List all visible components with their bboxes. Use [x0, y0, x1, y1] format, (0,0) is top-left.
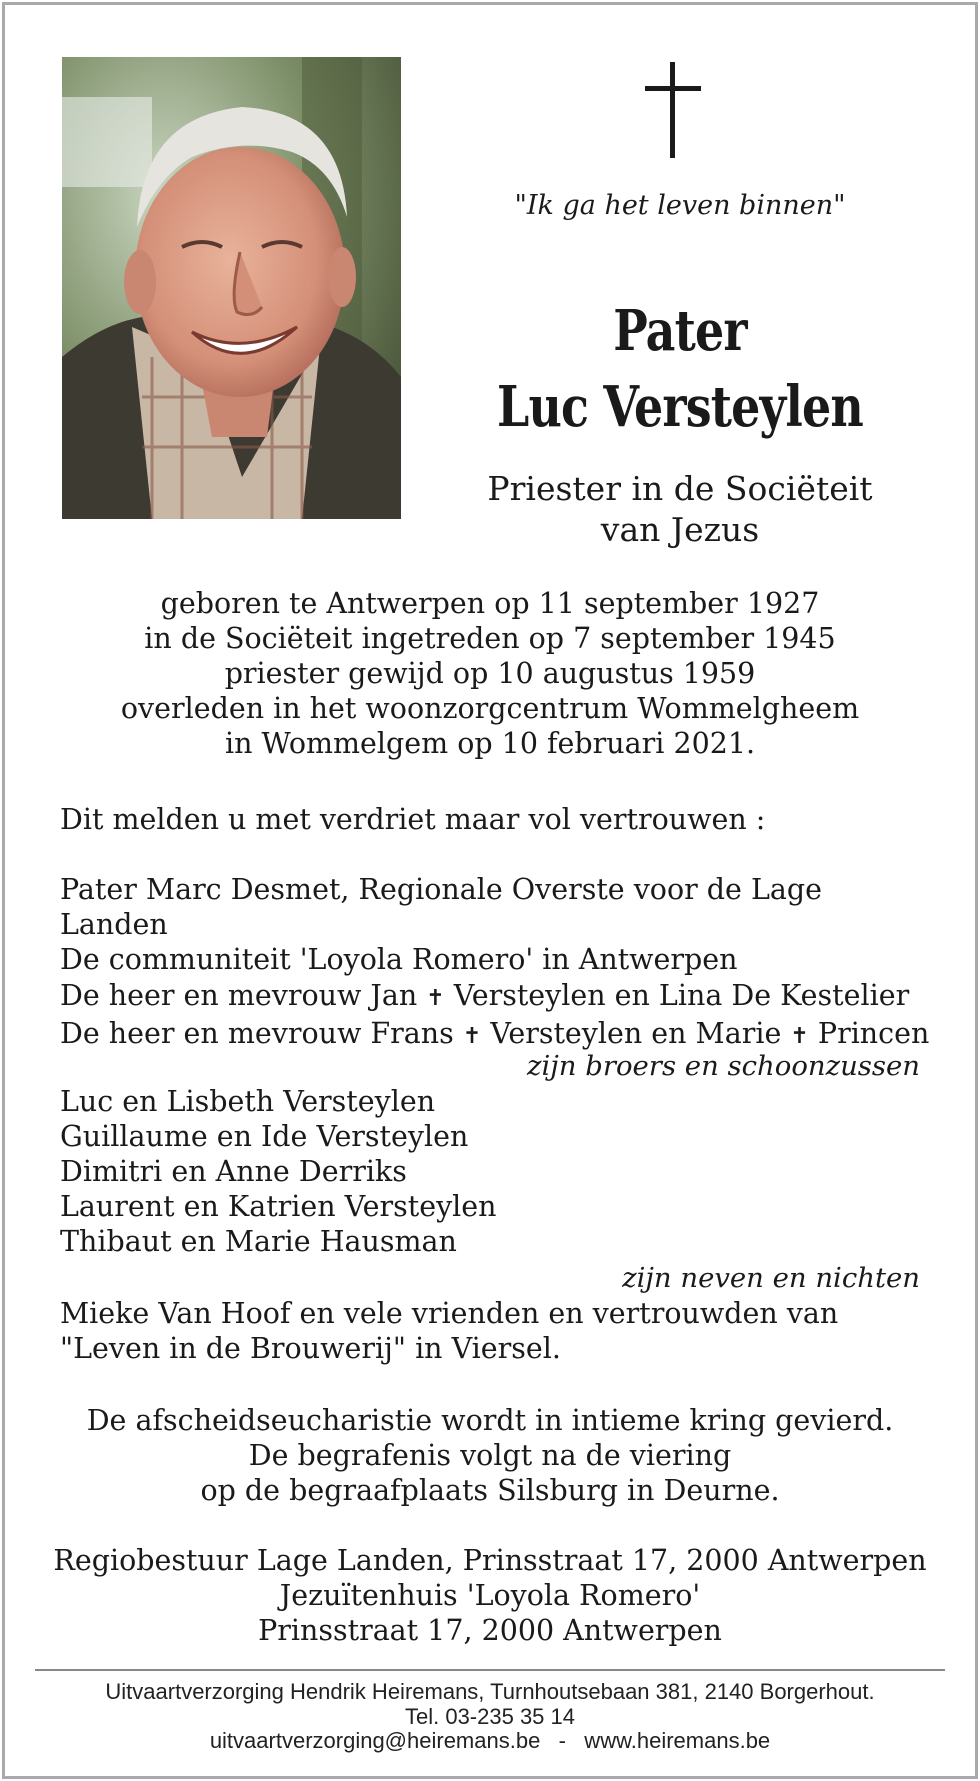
friends: [60, 1296, 930, 1366]
bio-line: geboren te Antwerpen op 11 september 1927: [160, 587, 820, 620]
addresses: [30, 1543, 950, 1648]
portrait-photo: [62, 57, 401, 519]
title-line-1: Pater: [613, 298, 747, 364]
nephew-line: Thibaut en Marie Hausman: [60, 1225, 457, 1258]
address-line: Jezuïtenhuis 'Loyola Romero': [279, 1579, 701, 1612]
nephews: [60, 1084, 930, 1259]
address-line: Prinsstraat 17, 2000 Antwerpen: [258, 1614, 722, 1647]
bio-line: in Wommelgem op 10 februari 2021.: [224, 727, 756, 760]
ceremony-line: op de begraafplaats Silsburg in Deurne.: [200, 1474, 780, 1507]
bio-line: in de Sociëteit ingetreden op 7 september 1945: [144, 622, 836, 655]
address-line: Regiobestuur Lage Landen, Prinsstraat 17, 2000 Antwerpen: [53, 1544, 927, 1577]
bio-line: priester gewijd op 10 augustus 1959: [224, 657, 756, 690]
ceremony-line: De afscheidseucharistie wordt in intieme kring gevierd.: [86, 1404, 894, 1437]
intro: Dit melden u met verdriet maar vol vertrouwen :: [60, 803, 766, 836]
title-line-2: Luc Versteylen: [497, 374, 863, 440]
nephew-line: Luc en Lisbeth Versteylen: [60, 1085, 436, 1118]
sibling-line: De heer en mevrouw Jan ✝ Versteylen en Lina De Kestelier: [60, 979, 910, 1012]
nephew-line: Laurent en Katrien Versteylen: [60, 1190, 497, 1223]
bio-line: overleden in het woonzorgcentrum Wommelgheem: [120, 692, 860, 725]
footer-contact[interactable]: uitvaartverzorging@heiremans.be - www.heiremans.be: [209, 1728, 771, 1753]
community-line: Pater Marc Desmet, Regionale Overste voor de Lage Landen: [60, 873, 822, 941]
footer: [30, 1680, 950, 1754]
sibling-line: De heer en mevrouw Frans ✝ Versteylen en Marie ✝ Princen: [60, 1017, 930, 1050]
friends-line: Mieke Van Hoof en vele vrienden en vertrouwden van: [60, 1297, 839, 1330]
ceremony: [30, 1403, 950, 1508]
friends-line: "Leven in de Brouwerij" in Viersel.: [60, 1332, 561, 1365]
community-line: De communiteit 'Loyola Romero' in Antwerpen: [60, 943, 738, 976]
dagger-icon: ✝: [790, 1024, 809, 1049]
nephew-line: Guillaume en Ide Versteylen: [60, 1120, 469, 1153]
role-line-1: Priester in de Sociëteit: [487, 469, 873, 508]
ceremony-line: De begrafenis volgt na de viering: [248, 1439, 732, 1472]
community: [60, 872, 930, 977]
bio: [30, 586, 950, 761]
footer-line: Uitvaartverzorging Hendrik Heiremans, Turnhoutsebaan 381, 2140 Borgerhout.: [105, 1679, 875, 1704]
footer-line: Tel. 03-235 35 14: [404, 1703, 576, 1729]
dagger-icon: ✝: [462, 1024, 482, 1049]
siblings: [60, 978, 930, 1054]
divider: [35, 1669, 945, 1671]
siblings-caption: zijn broers en schoonzussen: [526, 1050, 920, 1082]
nephews-caption: zijn neven en nichten: [622, 1262, 920, 1294]
cross-icon: [645, 62, 701, 158]
role-line-2: van Jezus: [600, 510, 760, 549]
dagger-icon: ✝: [426, 986, 445, 1011]
nephew-line: Dimitri en Anne Derriks: [60, 1155, 407, 1188]
quote: "Ik ga het leven binnen": [514, 190, 846, 221]
